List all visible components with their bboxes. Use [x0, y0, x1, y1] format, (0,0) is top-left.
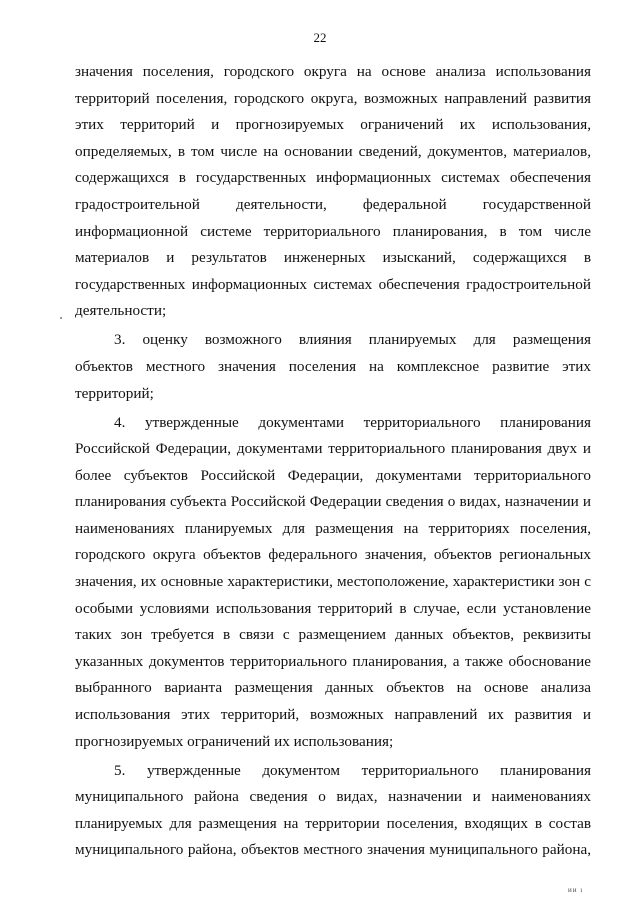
text-line: наименованиях планируемых для размещения на территориях поселения,	[75, 519, 591, 537]
footer-mark: ии ı	[568, 886, 584, 894]
text-line: содержащихся в государственных информационных системах обеспечения	[75, 169, 591, 187]
paragraph-item-4	[75, 410, 591, 756]
document-body	[75, 59, 591, 864]
text-line: информационной системе территориального планирования, в том числе	[75, 222, 591, 240]
text-line: муниципального района, объектов местного значения муниципального района,	[75, 841, 591, 859]
paragraph-item-5	[75, 758, 591, 864]
text-line: указанных документов территориального планирования, а также обоснование	[75, 652, 591, 670]
text-line: территорий поселения, городского округа, возможных направлений развития	[75, 89, 591, 107]
text-line: деятельности;	[75, 302, 167, 320]
text-line: таких зон требуется в связи с размещением данных объектов, реквизиты	[75, 626, 591, 644]
text-line: объектов местного значения поселения на комплексное развитие этих	[75, 357, 591, 375]
text-line: муниципального района сведения о видах, назначении и наименованиях	[75, 788, 591, 806]
text-line: 4. утвержденные документами территориального планирования	[114, 413, 591, 431]
text-line: планирования субъекта Российской Федерации сведения о видах, назначении и	[75, 493, 591, 511]
text-line: государственных информационных системах обеспечения градостроительной	[75, 275, 591, 293]
text-line: городского округа объектов федерального значения, объектов региональных	[75, 546, 591, 564]
text-line: значения поселения, городского округа на основе анализа использования	[75, 63, 591, 80]
text-line: градостроительной деятельности, федеральной государственной	[75, 195, 591, 213]
text-line: Российской Федерации, документами территориального планирования двух и	[75, 440, 591, 458]
text-line: прогнозируемых ограничений их использования;	[75, 732, 394, 750]
text-line: определяемых, в том числе на основании сведений, документов, материалов,	[75, 142, 591, 160]
text-line: материалов и результатов инженерных изысканий, содержащихся в	[75, 249, 591, 267]
text-line: выбранного варианта размещения данных объектов на основе анализа	[75, 679, 591, 697]
paragraph-item-3	[75, 327, 591, 407]
scan-artifact-dot	[60, 317, 62, 319]
page-number: 22	[313, 30, 327, 45]
paragraph-continuation	[75, 59, 591, 325]
text-line: значения, их основные характеристики, местоположение, характеристики зон с	[75, 573, 591, 591]
text-line: особыми условиями использования территорий в случае, если установление	[75, 599, 591, 617]
text-line: планируемых для размещения на территории поселения, входящих в состав	[75, 814, 591, 832]
text-line: этих территорий и прогнозируемых ограничений их использования,	[75, 116, 591, 134]
text-line: территорий;	[75, 384, 154, 402]
text-line: более субъектов Российской Федерации, документами территориального	[75, 466, 591, 484]
text-line: использования этих территорий, возможных направлений их развития и	[75, 706, 591, 724]
text-line: 3. оценку возможного влияния планируемых для размещения	[114, 331, 591, 349]
text-line: 5. утвержденные документом территориального планирования	[114, 761, 591, 779]
